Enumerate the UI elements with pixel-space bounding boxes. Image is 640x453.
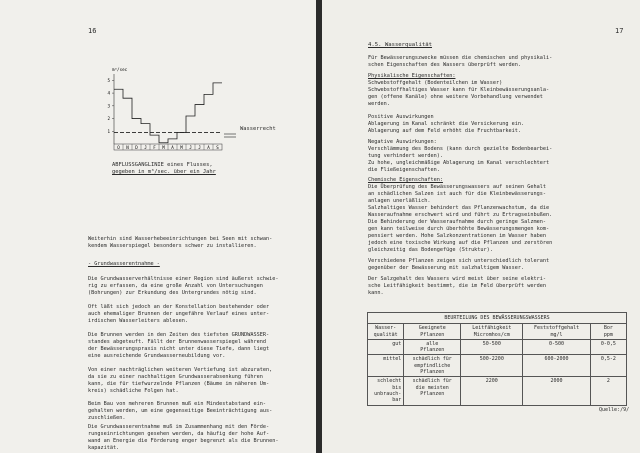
- table-row: [368, 377, 627, 405]
- table-cell: 50-500: [461, 339, 523, 355]
- table-header: Feststoffgehalt mg/l: [523, 324, 590, 340]
- para4-line: kreis) schädliche Folgen hat.: [88, 388, 179, 394]
- table-title: BEURTEILUNG DES BEWÄSSERUNGSWASSERS: [368, 313, 627, 324]
- para3-line: Die Brunnen werden in den Zeiten des tiefsten GRUNDWASSER-: [88, 332, 270, 338]
- plants-line: gegenüber der Bewässerung mit salzhaltigem Wasser.: [368, 265, 525, 271]
- table-cell: 500-2200: [461, 355, 523, 377]
- physical-heading: Physikalische Eigenschaften:: [368, 73, 456, 79]
- para5-line: Beim Bau von mehreren Brunnen muß ein Mindestabstand ein-: [88, 401, 267, 407]
- positive-line: Ablagerung im Kanal schränkt die Versickerung ein.: [368, 121, 525, 127]
- month-label: D: [135, 144, 138, 150]
- month-label: J: [189, 144, 192, 150]
- chemical-line: jedoch eine toxische Wirkung auf die Pflanzen und zerstören: [368, 240, 553, 246]
- negative-line: die Fließeigenschaften.: [368, 167, 440, 173]
- section-heading-groundwater: - Grundwasserentnahme -: [88, 261, 160, 267]
- chemical-line: Salzhaltiges Wasser behindert das Pflanzenwachstum, da die: [368, 205, 550, 211]
- right-page: [322, 0, 640, 453]
- table-cell: 0-0,5: [590, 339, 626, 355]
- month-label: M: [180, 144, 183, 150]
- para2-line: irdischen Wasserleiters ablesen.: [88, 318, 188, 324]
- table-cell: alle Pflanzen: [404, 339, 461, 355]
- table-row: [368, 339, 627, 355]
- salt-line: Der Salzgehalt des Wassers wird meist über seine elektri-: [368, 276, 547, 282]
- table-cell: 0,5-2: [590, 355, 626, 377]
- para5-line: gehalten werden, um eine gegenseitige Beeinträchtigung aus-: [88, 408, 273, 414]
- para1-line: Die Grundwasserverhältnisse einer Region sind äußerst schwie-: [88, 276, 279, 282]
- table-cell: schlecht bis unbrauch- bar: [368, 377, 404, 405]
- table-source: Quelle:/9/: [599, 407, 630, 413]
- table-header: Geeignete Pflanzen: [404, 324, 461, 340]
- table-cell: 2200: [461, 377, 523, 405]
- para2-line: Oft läßt sich jedoch an der Konstellation bestehender oder: [88, 304, 270, 310]
- para5-line: zuschließen.: [88, 415, 126, 421]
- month-label: J: [198, 144, 201, 150]
- physical-line: werden.: [368, 101, 390, 107]
- physical-line: Schwebstoffhaltiges Wasser kann für Kleinbewässerungsanla-: [368, 87, 550, 93]
- table-cell: 2000: [523, 377, 590, 405]
- salt-line: sche Leitfähigkeit bestimmt, die im Feld überprüft werden: [368, 283, 547, 289]
- chemical-line: pensiert werden. Hohe Salzkonzentrationen im Wasser haben: [368, 233, 547, 239]
- para3-line: eine ausreichende Grundwasserneubildung vor.: [88, 353, 226, 359]
- chemical-line: Wasseraufnahme erschwert wird und führt zu Ertragseinbußen.: [368, 212, 553, 218]
- table-cell: schädlich für empfindliche Pflanzen: [404, 355, 461, 377]
- para6-line: Die Grundwasserentnahme muß im Zusammenhang mit den Förde-: [88, 424, 270, 430]
- plants-line: Verschiedene Pflanzen zeigen sich unterschiedlich tolerant: [368, 258, 550, 264]
- table-cell: gut: [368, 339, 404, 355]
- negative-line: Zu hohe, ungleichmäßige Ablagerung im Kanal verschlechtert: [368, 160, 550, 166]
- chemical-line: gleichzeitig das Bodengefüge (Struktur).: [368, 247, 493, 253]
- chart-caption-2: gegeben in m³/sec. über ein Jahr: [112, 169, 216, 175]
- table-cell: mittel: [368, 355, 404, 377]
- water-quality-table: [367, 312, 627, 406]
- y-tick-label: 2: [107, 116, 110, 122]
- negative-line: Verschlämmung des Bodens (kann durch gezielte Bodenbearbei-: [368, 146, 553, 152]
- positive-line: Ablagerung auf dem Feld erhöht die Fruchtbarkeit.: [368, 128, 522, 134]
- y-tick-label: 3: [107, 103, 110, 109]
- negative-heading: Negative Auswirkungen:: [368, 139, 437, 145]
- table-header: Bor ppm: [590, 324, 626, 340]
- water-right-label: Wasserrecht: [240, 126, 276, 132]
- chemical-line: Die Behinderung der Wasseraufnahme durch geringe Salzmen-: [368, 219, 547, 225]
- intro-line: schen Eigenschaften des Wassers überprüft werden.: [368, 62, 522, 68]
- para4-line: Von einer nachträglichen weiteren Vertiefung ist abzuraten,: [88, 367, 273, 373]
- month-label: S: [216, 144, 219, 150]
- table-cell: 2: [590, 377, 626, 405]
- page-number-left: 16: [88, 27, 97, 35]
- month-label: N: [126, 144, 129, 150]
- table-header: Wasser- qualität: [368, 324, 404, 340]
- para4-line: da sie zu einer nachhaltigen Grundwasserabsenkung führen: [88, 374, 263, 380]
- para6-line: wand an Energie die Förderung enger begrenzt als die Brunnen-: [88, 438, 279, 444]
- discharge-line: [114, 83, 222, 143]
- salt-line: kann.: [368, 290, 384, 296]
- physical-line: Schwebstoffgehalt (Bodenteilchen im Wasser): [368, 80, 503, 86]
- page-number-right: 17: [615, 27, 624, 35]
- intro-line: Für Bewässerungszwecke müssen die chemischen und physikali-: [368, 55, 553, 61]
- intro-line-2: kendem Wasserspiegel besonders schwer zu installieren.: [88, 243, 257, 249]
- discharge-chart: [100, 62, 250, 158]
- month-label: A: [207, 144, 210, 150]
- table-cell: 600-2000: [523, 355, 590, 377]
- table-cell: schädlich für die meisten Pflanzen: [404, 377, 461, 405]
- chemical-line: an schädlichen Salzen ist auch für die Kleinbewässerungs-: [368, 191, 547, 197]
- y-tick-label: 4: [107, 90, 110, 96]
- section-heading-water-quality: 4.5. Wasserqualität: [368, 42, 432, 48]
- table-cell: 0-500: [523, 339, 590, 355]
- para3-line: standes abgeteuft. Fällt der Brunnenwasserspiegel während: [88, 339, 267, 345]
- chart-caption-1: ABFLUSSGANGLINIE eines Flusses,: [112, 162, 213, 168]
- negative-line: tung verhindert werden).: [368, 153, 443, 159]
- chemical-line: anlagen unerläßlich.: [368, 198, 431, 204]
- para1-line: rig zu erfassen, da eine große Anzahl von Untersuchungen: [88, 283, 263, 289]
- left-page: [0, 0, 316, 453]
- y-tick-label: 5: [107, 77, 110, 83]
- para3-line: der Bewässerungspraxis nicht unter diese Tiefe, dann liegt: [88, 346, 270, 352]
- para2-line: auch ehemaliger Brunnen der ungefähre Verlauf eines unter-: [88, 311, 270, 317]
- positive-heading: Positive Auswirkungen: [368, 114, 434, 120]
- intro-line-1: Weiterhin sind Wasserhebeeinrichtungen bei Seen mit schwan-: [88, 236, 273, 242]
- table-row: [368, 355, 627, 377]
- month-label: A: [171, 144, 174, 150]
- para6-line: kapazität.: [88, 445, 120, 451]
- month-label: O: [117, 144, 120, 150]
- chemical-line: Die Überprüfung des Bewässerungswassers auf seinen Gehalt: [368, 184, 547, 190]
- chemical-heading: Chemische Eigenschaften:: [368, 177, 443, 183]
- chemical-line: gen kann teilweise durch überhöhte Bewässerungsmengen kom-: [368, 226, 550, 232]
- para4-line: kann, die für tiefwurzelnde Pflanzen (Bäume im näheren Um-: [88, 381, 270, 387]
- month-label: F: [153, 144, 156, 150]
- month-label: M: [162, 144, 165, 150]
- table-header: Leitfähigkeit Micromhos/cm: [461, 324, 523, 340]
- month-label: J: [144, 144, 147, 150]
- para1-line: (Bohrungen) zur Erkundung des Untergrundes nötig sind.: [88, 290, 257, 296]
- y-tick-label: 1: [107, 128, 110, 134]
- para6-line: rungseinrichtungen gesehen werden, da häufig der hohe Auf-: [88, 431, 270, 437]
- physical-line: gen (offene Kanäle) ohne weitere Vorbehandlung verwendet: [368, 94, 543, 100]
- chart-y-unit: m³/sec: [112, 67, 128, 72]
